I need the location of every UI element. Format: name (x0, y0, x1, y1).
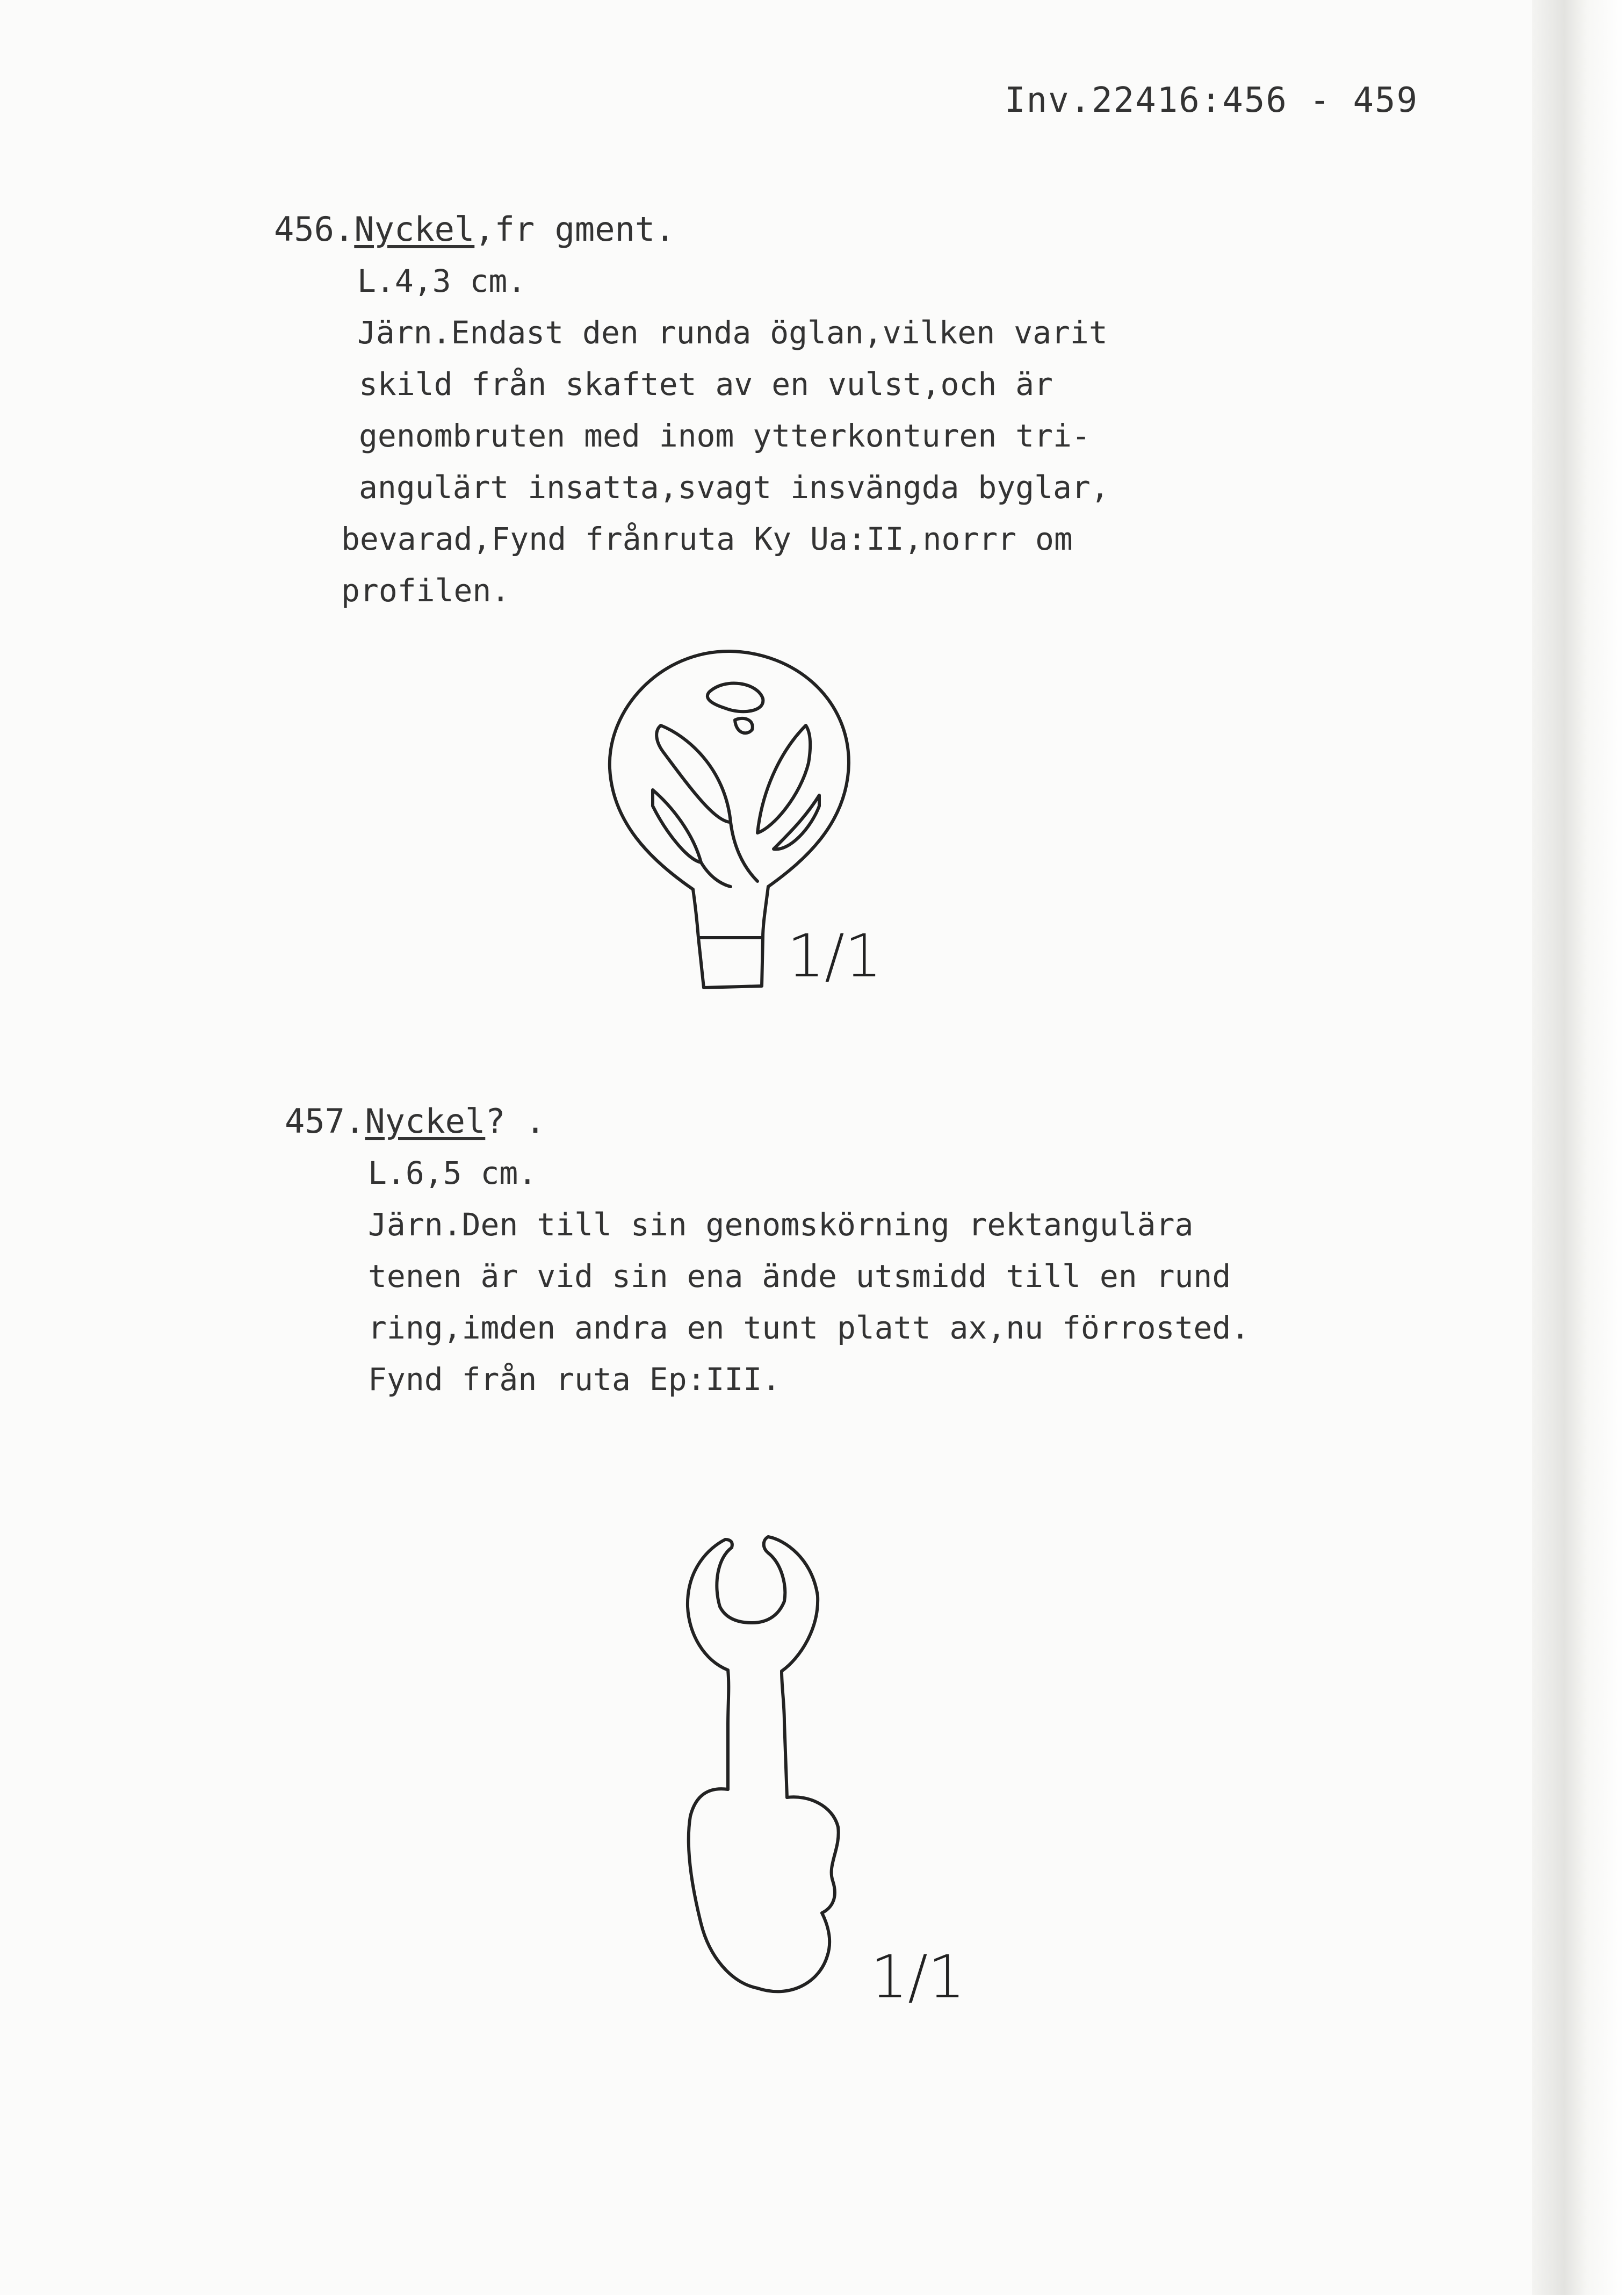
entry-title-suffix: ? . (485, 1102, 546, 1141)
entry-title: Nyckel (365, 1102, 486, 1141)
description-line: skild från skaftet av en vulst,och är (359, 366, 1053, 402)
entry-title-suffix: ,fr gment. (474, 210, 675, 249)
entry-number: 456. (274, 210, 355, 249)
description-line: Fynd från ruta Ep:III. (368, 1361, 781, 1398)
entry-title: Nyckel (354, 210, 475, 249)
description-line: ring,imden andra en tunt platt ax,nu förrosted. (368, 1310, 1250, 1346)
scale-label: 1/1 (787, 922, 883, 990)
entry-heading (285, 1096, 545, 1147)
scale-label: 1/1 (870, 1943, 966, 2011)
entry-457 (285, 1096, 1359, 1397)
description-line: profilen. (341, 572, 510, 609)
description-line: Järn.Endast den runda öglan,vilken varit (357, 314, 1108, 351)
inventory-number: Inv.22416:456 - 459 (1005, 81, 1419, 120)
description-line: Järn.Den till sin genomskörning rektangulära (368, 1206, 1194, 1243)
description-line: bevarad,Fynd frånruta Ky Ua:II,norrr om (341, 521, 1073, 557)
entry-heading (274, 204, 675, 255)
page-edge-shadow (1532, 0, 1624, 2295)
entry-length: L.4,3 cm. (357, 263, 526, 299)
entry-456 (274, 204, 1348, 613)
key-drawing (672, 1526, 854, 2026)
description-line: genombruten med inom ytterkonturen tri- (359, 418, 1091, 454)
entry-length: L.6,5 cm. (368, 1155, 537, 1191)
description-line: tenen är vid sin ena ände utsmidd till en rund (368, 1258, 1231, 1294)
entry-number: 457. (285, 1102, 365, 1141)
description-line: angulärt insatta,svagt insvängda byglar, (359, 469, 1109, 506)
